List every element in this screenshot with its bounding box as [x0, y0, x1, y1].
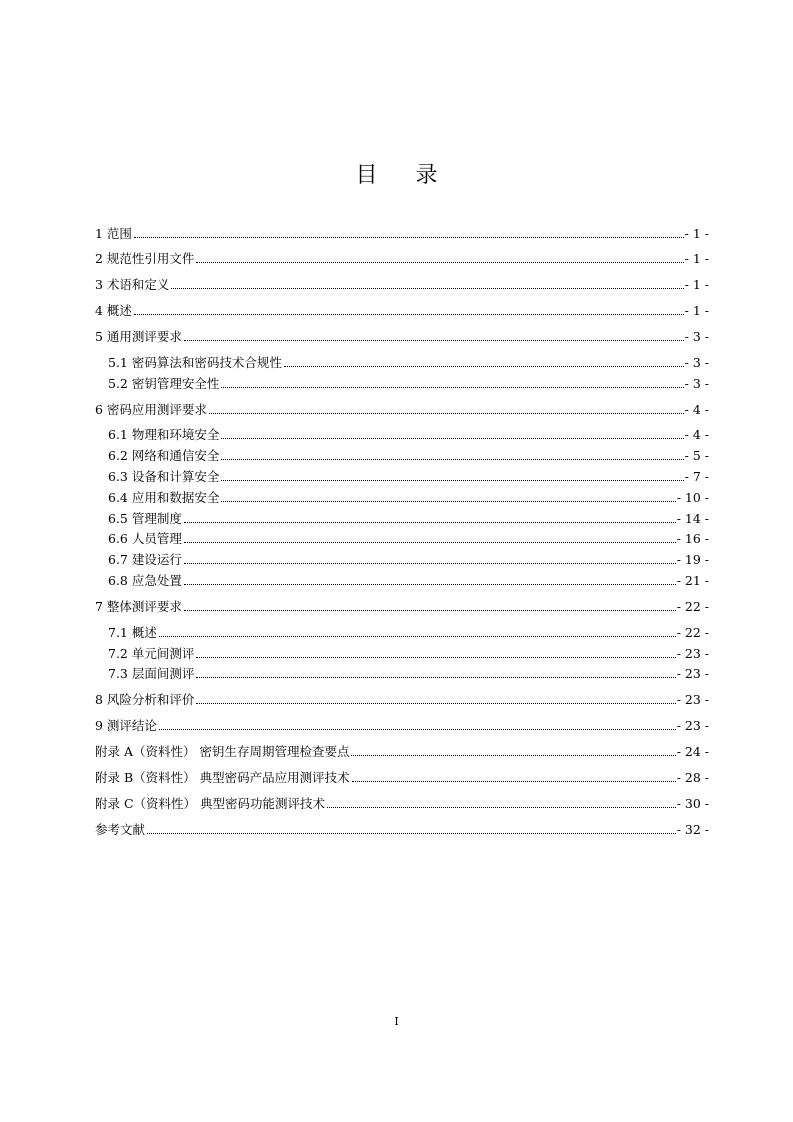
- toc-entry-8[interactable]: [95, 402, 709, 418]
- toc-entry-label: 8 风险分析和评价: [95, 692, 195, 707]
- toc-entry-page: - 32 -: [676, 822, 709, 837]
- toc-entry-3[interactable]: [95, 277, 709, 293]
- toc-leader: [196, 656, 675, 658]
- toc-entry-6[interactable]: [108, 355, 709, 371]
- toc-entry-label: 附录 C（资料性） 典型密码功能测评技术: [95, 796, 326, 811]
- toc-leader: [196, 676, 675, 678]
- toc-entry-label: 6.8 应急处置: [108, 573, 182, 588]
- toc-entry-4[interactable]: [95, 303, 709, 319]
- toc-leader: [159, 728, 676, 730]
- toc-entry-page: - 28 -: [676, 770, 709, 785]
- toc-entry-page: - 30 -: [676, 796, 709, 811]
- toc-entry-24[interactable]: [95, 770, 709, 786]
- toc-leader: [184, 609, 676, 611]
- toc-entry-label: 6.2 网络和通信安全: [108, 448, 220, 463]
- toc-entry-page: - 7 -: [684, 469, 709, 484]
- toc-entry-label: 7 整体测评要求: [95, 599, 182, 614]
- toc-entry-12[interactable]: [108, 490, 709, 506]
- toc-entry-page: - 1 -: [684, 251, 709, 266]
- toc-entry-page: - 23 -: [676, 718, 709, 733]
- toc-entry-page: - 22 -: [676, 599, 709, 614]
- toc-entry-label: 1 范围: [95, 226, 132, 241]
- toc-entry-22[interactable]: [95, 718, 709, 734]
- toc-entry-label: 2 规范性引用文件: [95, 251, 195, 266]
- toc-entry-page: - 16 -: [676, 531, 709, 546]
- toc-entry-page: - 4 -: [684, 427, 709, 442]
- toc-entry-18[interactable]: [108, 625, 709, 641]
- toc-entry-label: 6.7 建设运行: [108, 552, 182, 567]
- toc-leader: [184, 521, 676, 523]
- toc-entry-page: - 24 -: [676, 744, 709, 759]
- toc-entry-26[interactable]: [95, 822, 709, 838]
- toc-entry-20[interactable]: [108, 666, 709, 682]
- toc-entry-13[interactable]: [108, 511, 709, 527]
- toc-entry-1[interactable]: [95, 226, 709, 242]
- toc-entry-page: - 4 -: [684, 402, 709, 417]
- toc-entry-label: 7.2 单元间测评: [108, 646, 195, 661]
- toc-leader: [351, 754, 675, 756]
- toc-leader: [352, 780, 676, 782]
- toc-leader: [196, 702, 675, 704]
- toc-entry-page: - 14 -: [676, 511, 709, 526]
- toc-entry-page: - 21 -: [676, 573, 709, 588]
- toc-entry-14[interactable]: [108, 531, 709, 547]
- toc-entry-17[interactable]: [95, 599, 709, 615]
- page-title: [0, 158, 793, 189]
- toc-entry-page: - 1 -: [684, 303, 709, 318]
- toc-leader: [221, 458, 683, 460]
- toc-entry-page: - 3 -: [684, 376, 709, 391]
- toc-entry-page: - 19 -: [676, 552, 709, 567]
- toc-entry-label: 4 概述: [95, 303, 132, 318]
- toc-entry-label: 3 术语和定义: [95, 277, 170, 292]
- toc-entry-label: 6.6 人员管理: [108, 531, 182, 546]
- toc-entry-19[interactable]: [108, 646, 709, 662]
- toc-leader: [134, 236, 684, 238]
- toc-entry-label: 5 通用测评要求: [95, 329, 182, 344]
- toc-entry-page: - 23 -: [676, 666, 709, 681]
- toc-entry-9[interactable]: [108, 427, 709, 443]
- toc-entry-label: 6.4 应用和数据安全: [108, 490, 220, 505]
- toc-entry-page: - 23 -: [676, 646, 709, 661]
- toc-entry-label: 6.1 物理和环境安全: [108, 427, 220, 442]
- toc-entry-2[interactable]: [95, 251, 709, 267]
- toc-leader: [209, 412, 684, 414]
- toc-leader: [134, 313, 684, 315]
- toc-entry-16[interactable]: [108, 573, 709, 589]
- toc-entry-label: 参考文献: [95, 822, 146, 837]
- toc-leader: [184, 541, 676, 543]
- toc-entry-label: 附录 A（资料性） 密钥生存周期管理检查要点: [95, 744, 350, 759]
- toc-entry-label: 5.2 密钥管理安全性: [108, 376, 220, 391]
- toc-leader: [196, 261, 683, 263]
- toc-entry-page: - 1 -: [684, 277, 709, 292]
- toc-entry-25[interactable]: [95, 796, 709, 812]
- toc-leader: [221, 386, 683, 388]
- toc-leader: [184, 562, 676, 564]
- toc-entry-15[interactable]: [108, 552, 709, 568]
- toc-leader: [184, 339, 684, 341]
- title-char-2: 录: [415, 163, 438, 188]
- page-number: I: [394, 1015, 399, 1028]
- toc-entry-page: - 5 -: [684, 448, 709, 463]
- toc-entry-label: 7.3 层面间测评: [108, 666, 195, 681]
- toc-leader: [184, 583, 676, 585]
- toc-leader: [159, 635, 676, 637]
- toc-entry-label: 6 密码应用测评要求: [95, 402, 207, 417]
- title-char-1: 目: [355, 163, 378, 188]
- toc-entry-label: 5.1 密码算法和密码技术合规性: [108, 355, 282, 370]
- toc-entry-page: - 3 -: [684, 329, 709, 344]
- toc-leader: [327, 806, 676, 808]
- toc-leader: [221, 437, 683, 439]
- toc-entry-page: - 1 -: [684, 226, 709, 241]
- toc-leader: [171, 287, 683, 289]
- toc-entry-label: 6.3 设备和计算安全: [108, 469, 220, 484]
- toc-leader: [221, 500, 675, 502]
- toc-entry-label: 附录 B（资料性） 典型密码产品应用测评技术: [95, 770, 350, 785]
- toc-entry-7[interactable]: [108, 376, 709, 392]
- toc-entry-page: - 23 -: [676, 692, 709, 707]
- toc-entry-label: 6.5 管理制度: [108, 511, 182, 526]
- toc-entry-11[interactable]: [108, 469, 709, 485]
- toc-entry-5[interactable]: [95, 329, 709, 345]
- toc-entry-label: 7.1 概述: [108, 625, 157, 640]
- toc-entry-page: - 10 -: [676, 490, 709, 505]
- toc-leader: [221, 479, 683, 481]
- toc-entry-page: - 3 -: [684, 355, 709, 370]
- toc-entry-21[interactable]: [95, 692, 709, 708]
- toc-leader: [284, 365, 684, 367]
- toc-entry-10[interactable]: [108, 448, 709, 464]
- toc-entry-23[interactable]: [95, 744, 709, 760]
- toc-entry-page: - 22 -: [676, 625, 709, 640]
- toc-entry-label: 9 测评结论: [95, 718, 157, 733]
- toc-leader: [147, 832, 676, 834]
